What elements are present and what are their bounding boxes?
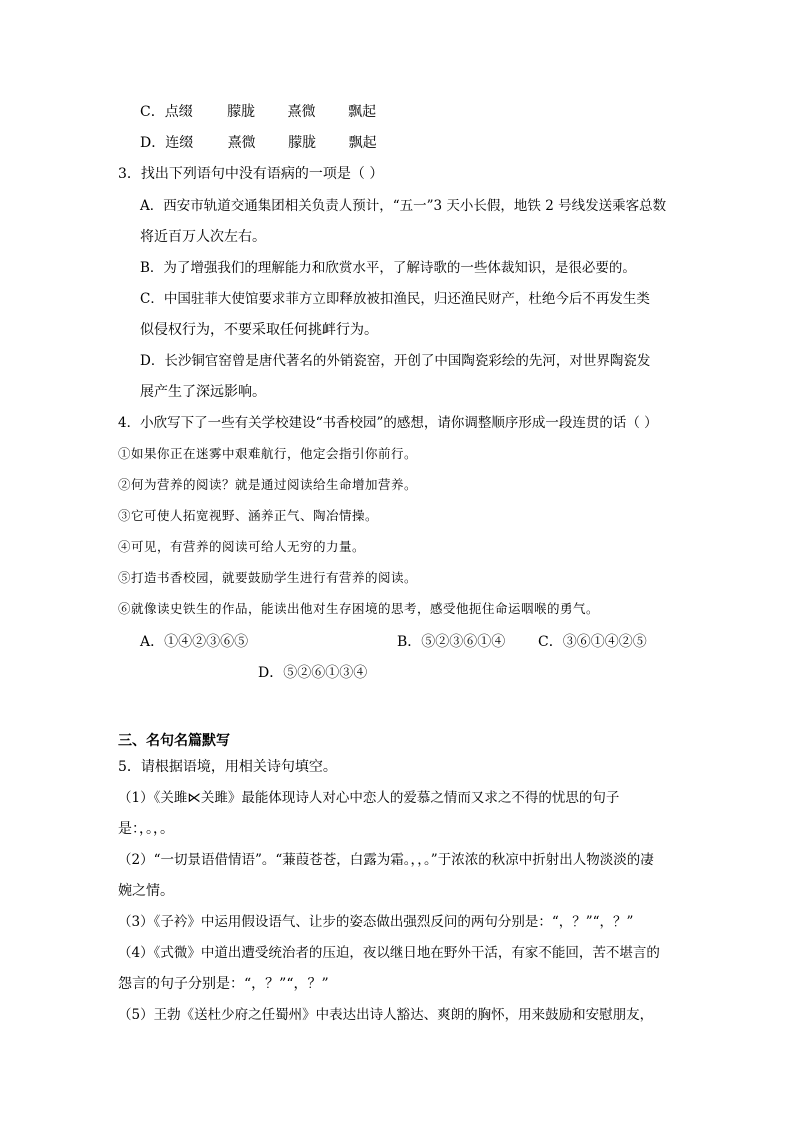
q2-option-c — [140, 102, 376, 122]
q4-sentence-3: ③它可使人拓宽视野、涵养正气、陶冶情操。 — [118, 508, 379, 523]
q3-stem: 3．找出下列语句中没有语病的一项是（ ） — [118, 166, 384, 182]
q5-stem: 5．请根据语境，用相关诗句填空。 — [118, 759, 337, 775]
q4-stem: 4．小欣写下了一些有关学校建设“书香校园”的感想，请你调整顺序形成一段连贯的话（ ） — [118, 415, 658, 431]
option-word: 朦胧 — [288, 135, 317, 151]
q5-part4-line2: 怨言的句子分别是：“，？”“，？” — [118, 976, 329, 992]
q5-part2-line1: （2）“一切景语借情语”。“蒹葭苍苍，白露为霜。，，。”于浓浓的秋凉中折射出人物淡淡的凄 — [118, 852, 654, 868]
q4-option-c: C．③⑥①④②⑤ — [538, 634, 647, 650]
q4-sentence-1: ①如果你正在迷雾中艰难航行，他定会指引你前行。 — [118, 446, 418, 461]
option-word: 飘起 — [348, 135, 377, 151]
option-label: D．连缀 — [140, 135, 194, 151]
q3-option-b: B．为了增强我们的理解能力和欣赏水平，了解诗歌的一些体裁知识，是很必要的。 — [140, 260, 636, 276]
q3-option-d-line2: 展产生了深远影响。 — [140, 384, 266, 400]
option-word: 朦胧 — [227, 104, 256, 120]
q3-option-d-line1: D．长沙铜官窑曾是唐代著名的外销瓷窑，开创了中国陶瓷彩绘的先河，对世界陶瓷发 — [140, 353, 651, 369]
option-label: C．点缀 — [140, 104, 193, 120]
q4-sentence-2: ②何为营养的阅读？就是通过阅读给生命增加营养。 — [118, 477, 418, 492]
q4-sentence-4: ④可见，有营养的阅读可给人无穷的力量。 — [118, 539, 366, 554]
option-word: 飘起 — [348, 104, 377, 120]
q5-part3: （3）《子衿》中运用假设语气、让步的姿态做出强烈反问的两句分别是：“，？”“，？” — [118, 914, 634, 930]
q5-part2-line2: 婉之情。 — [118, 883, 174, 899]
q5-part1-line2: 是：，。，。 — [118, 821, 174, 837]
q2-option-d — [140, 133, 377, 153]
q5-part5-line1: （5）王勃《送杜少府之任蜀州》中表达出诗人豁达、爽朗的胸怀，用来鼓励和安慰朋友， — [118, 1007, 654, 1023]
q3-option-a-line2: 将近百万人次左右。 — [140, 229, 266, 245]
q5-part4-line1: （4）《式微》中道出遭受统治者的压迫，夜以继日地在野外干活，有家不能回，苦不堪言的 — [118, 945, 660, 961]
section-title: 三、名句名篇默写 — [118, 733, 230, 749]
option-word: 熹微 — [287, 104, 316, 120]
q5-part1-line1: （1）《关雎⋉关雎》最能体现诗人对心中恋人的爱慕之情而又求之不得的忧思的句子 — [118, 790, 620, 806]
q4-option-d: D．⑤②⑥①③④ — [258, 665, 368, 681]
q3-option-c-line2: 似侵权行为，不要采取任何挑衅行为。 — [140, 322, 378, 338]
option-word: 熹微 — [227, 135, 256, 151]
q4-option-a: A．①④②③⑥⑤ — [140, 634, 249, 650]
q3-option-c-line1: C．中国驻菲大使馆要求菲方立即释放被扣渔民，归还渔民财产，杜绝今后不再发生类 — [140, 291, 650, 307]
q4-sentence-6: ⑥就像读史铁生的作品，能读出他对生存困境的思考，感受他扼住命运咽喉的勇气。 — [118, 601, 600, 616]
q4-option-b: B．⑤②③⑥①④ — [397, 634, 506, 650]
q3-option-a-line1: A．西安市轨道交通集团相关负责人预计，“五一”3 天小长假，地铁 2 号线发送乘客总数 — [140, 198, 667, 214]
q4-sentence-5: ⑤打造书香校园，就要鼓励学生进行有营养的阅读。 — [118, 570, 418, 585]
